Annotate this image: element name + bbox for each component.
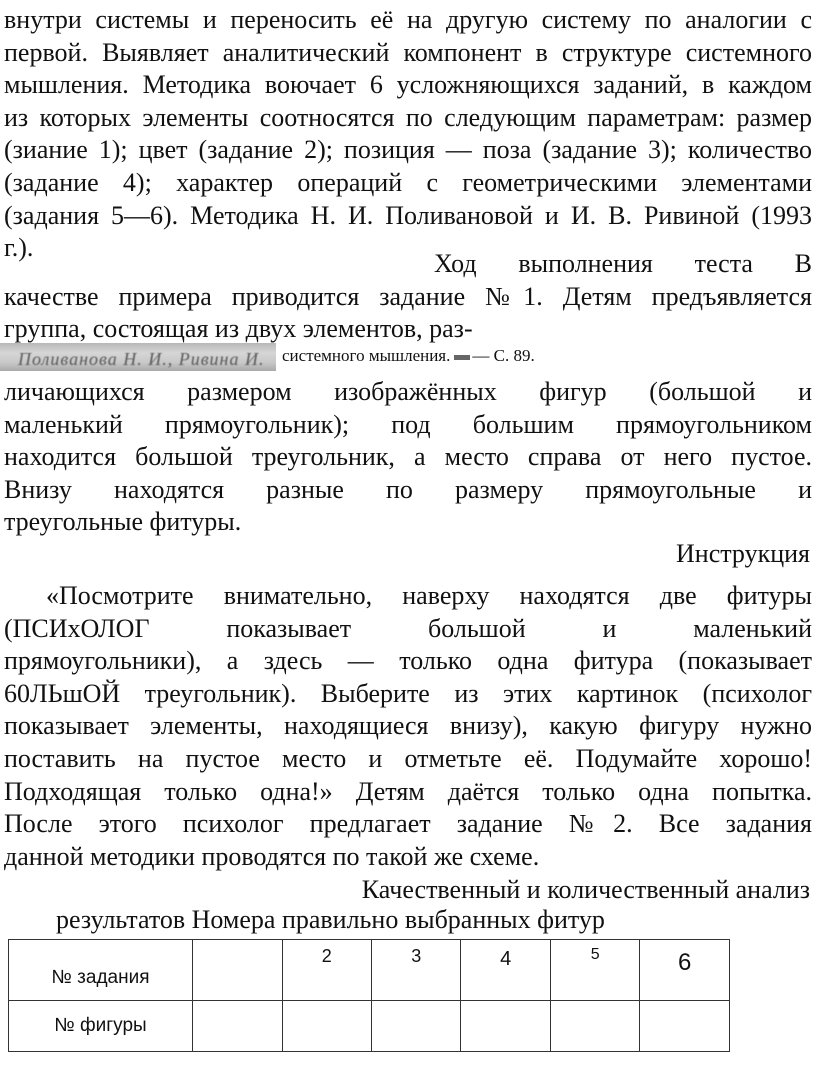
heading-analysis-continued: результатов Номера правильно выбранных фитур: [56, 905, 605, 934]
column-number: 5: [590, 946, 600, 963]
column-number: 2: [321, 946, 332, 966]
text-line: «Посмотрите внимательно, наверху находятся две фитуры: [46, 581, 812, 610]
scan-mark: [454, 355, 470, 360]
table-cell: [640, 940, 730, 1001]
table-cell: [550, 940, 639, 1001]
text-line: Подходящая только одна!» Детям даётся только одна попытка.: [4, 776, 812, 806]
table-row: [9, 1001, 730, 1052]
footnote-text-after: — С. 89.: [472, 346, 535, 365]
text-line: показывает элементы, находящиеся внизу), какую фигуру нужно: [4, 711, 812, 741]
table-cell: [282, 1001, 371, 1052]
row-label-task: № задания: [51, 967, 150, 988]
text-line: треугольные фитуры.: [4, 507, 242, 537]
text-line: находится большой треугольник, а место справа от него пустое.: [4, 442, 812, 472]
text-line: (задание 4); характер операций с геометрическими элементами: [4, 167, 812, 197]
paragraph-figures: [0, 376, 816, 539]
column-number: 4: [500, 948, 512, 970]
text-line: личающихся размером изображённых фигур (большой и: [4, 377, 812, 406]
table-cell: [371, 1001, 460, 1052]
text-line: группа, состоящая из двух элементов, раз-: [4, 314, 473, 344]
text-line: из которых элементы соотносятся по следующим параметрам: размер: [4, 102, 812, 132]
text-line: 60ЛЬшОЙ треугольник). Выберите из этих картинок (психолог: [4, 678, 812, 708]
heading-text: Качественный и количественный анализ: [361, 875, 810, 904]
scanned-footnote-fragment: [0, 343, 276, 371]
text-line: качестве примера приводится задание №1. Детям предъявляется: [4, 281, 812, 311]
table-cell: [461, 940, 550, 1001]
table-row: [9, 940, 730, 1001]
row-label-figure: № фигуры: [54, 1015, 147, 1036]
text-line: (задания 5—6). Методика Н. И. Поливановой и И. В. Ривиной (1993: [4, 200, 812, 230]
footnote-text-before: системного мышления.: [282, 346, 451, 365]
paragraph-method-description: [0, 4, 816, 265]
footnote: [0, 343, 816, 373]
table-cell: [371, 940, 460, 1001]
table-cell: [193, 1001, 282, 1052]
table-cell: [461, 1001, 550, 1052]
table-cell: [640, 1001, 730, 1052]
text-line: данной методики проводятся по такой же схеме.: [4, 841, 540, 871]
text-line: (зиание 1); цвет (задание 2); позиция — поза (задание 3); количество: [4, 135, 812, 165]
table-row-header: [9, 940, 193, 1001]
results-table: [8, 939, 730, 1052]
column-number: 6: [678, 949, 692, 976]
text-line: Внизу находятся разные по размеру прямоугольные и: [4, 474, 812, 504]
paragraph-instruction: [0, 580, 816, 873]
text-line: поставить на пустое место и отметьте её. Подумайте хорошо!: [4, 743, 812, 773]
column-number: 3: [411, 946, 422, 966]
text-line: г.).: [4, 233, 34, 263]
table-cell: [193, 940, 282, 1001]
text-line: внутри системы и переносить её на другую систему по аналогии с: [4, 5, 812, 34]
column-number: [193, 940, 281, 946]
heading-analysis: [0, 874, 814, 907]
paragraph-test-procedure: [0, 248, 816, 346]
text-line: После этого психолог предлагает задание №2. Все задания: [4, 809, 812, 839]
table-cell: [282, 940, 371, 1001]
table-cell: [550, 1001, 639, 1052]
footnote-text: [282, 346, 535, 366]
text-line: первой. Выявляет аналитический компонент в структуре системного: [4, 37, 812, 67]
text-line: (ПСИхОЛОГ показывает большой и маленький: [4, 613, 812, 643]
text-line: мышления. Методика воючает 6 усложняющихся заданий, в каждом: [4, 70, 812, 100]
text-line: маленький прямоугольник); под большим прямоугольником: [4, 409, 812, 439]
text-line: Ход выполнения теста В: [434, 249, 812, 278]
table-row-header: [9, 1001, 193, 1052]
text-line: прямоугольники), а здесь — только одна фитура (показывает: [4, 646, 812, 676]
heading-instruction: [0, 538, 814, 571]
scanned-footnote-text: Поливанова Н. И., Ривина И.: [18, 349, 265, 369]
heading-text: Инструкция: [676, 539, 810, 568]
